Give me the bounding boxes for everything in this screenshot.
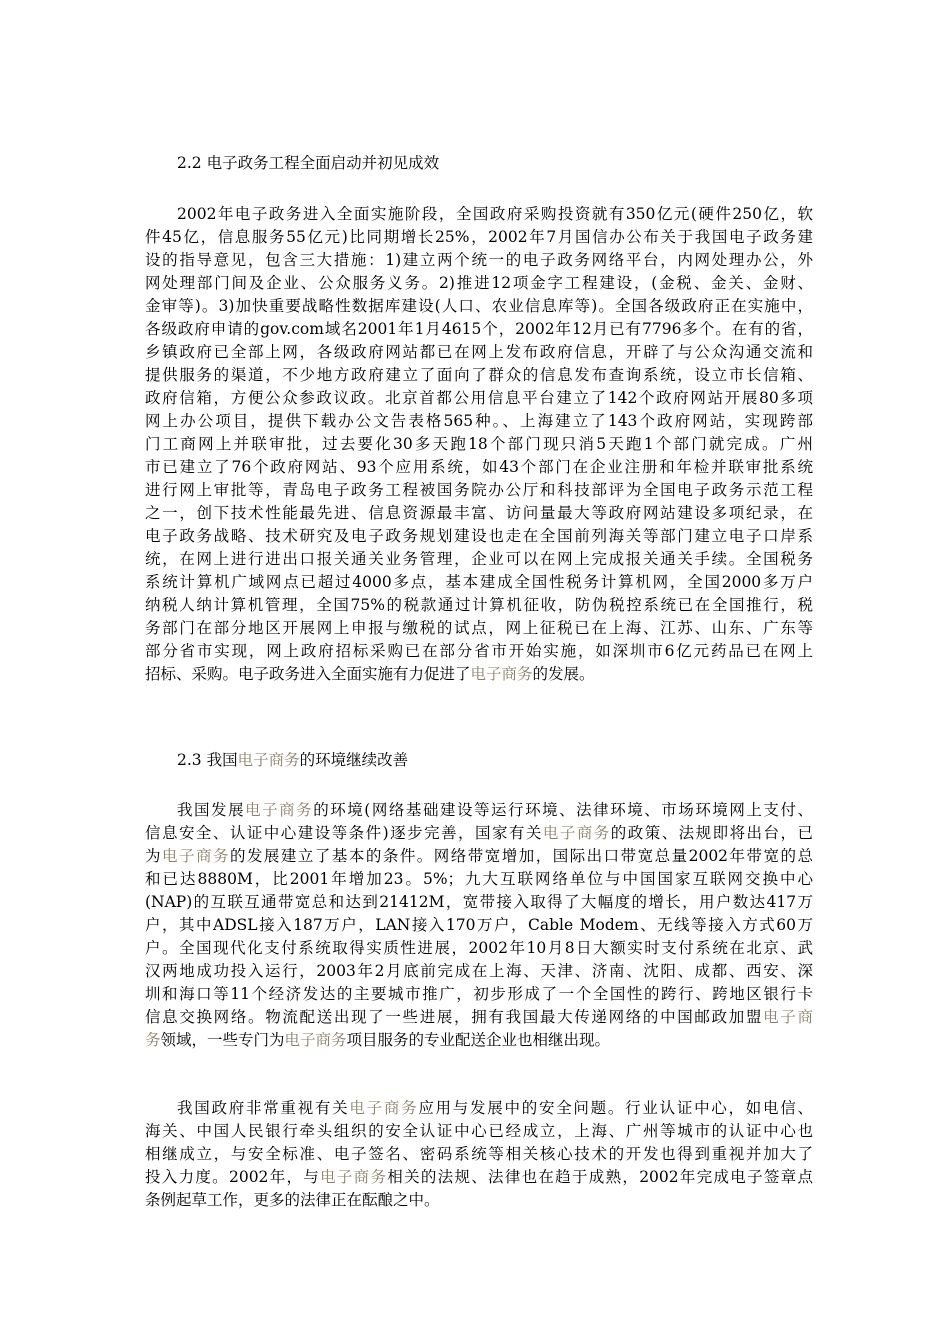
text-line: 圳和海口等11个经济发达的主要城市推广，初步形成了一个全国性的跨行、跨地区银行卡 [145,985,813,1003]
text-line: 政府信箱，方便公众参政议政。北京首都公用信息平台建立了142个政府网站开展80多项 [145,389,813,407]
text-line: 网处理部门间及企业、公众服务义务。2)推进12项金字工程建设，(金税、金关、金财、 [145,274,813,292]
text-run: 投入力度。2002年，与 [145,1168,321,1186]
text-line: 部分省市实现，网上政府招标采购已在部分省市开始实施，如深圳市6亿元药品已在网上 [145,642,813,660]
ecommerce-term: 电子商务 [320,1168,388,1186]
text-run: 相关的法规、法律也在趋于成熟，2002年完成电子签章点 [387,1168,813,1186]
text-run: 招标、采购。电子政务进入全面实施有力促进了 [145,665,471,683]
section-heading-2-2: 2.2 电子政务工程全面启动并初见成效 [177,154,440,172]
text-line: 件45亿，信息服务55亿元)比同期增长25%，2002年7月国信办公布关于我国电子政务建 [145,228,813,246]
ecommerce-term: 电子 [763,1008,798,1026]
paragraph-e-government [145,203,813,686]
text-line: 和已达8880M，比2001年增加23。5%；九大互联网络单位与中国国家互联网交换中心 [145,870,813,888]
text-line [145,845,813,868]
ecommerce-term: 电子商务 [349,1099,419,1117]
text-run: 我国发展 [177,801,246,819]
ecommerce-term: 电子商务 [245,801,314,819]
text-line [145,1029,813,1052]
text-line: 市已建立了76个政府网站、93个应用系统，如43个部门在企业注册和年检并联审批系统 [145,458,813,476]
text-line: 网上办公项目，提供下载办公文告表格565种。、上海建立了143个政府网站，实现跨部 [145,412,813,430]
text-line: 电子政务战略、技术研究及电子政务规划建设也走在全国前列海关等部门建立电子口岸系 [145,527,813,545]
text-line [145,663,813,686]
text-line: 门工商网上并联审批，过去要化30多天跑18个部门现只消5天跑1个部门就完成。广州 [145,435,813,453]
text-line: 提供服务的渠道，不少地方政府建立了面向了群众的信息发布查询系统，设立市长信箱、 [145,366,813,384]
paragraph-ecommerce-environment [145,799,813,1052]
text-line: 条例起草工作，更多的法律正在酝酿之中。 [145,1191,440,1209]
section-heading-2-3 [177,748,408,772]
text-run: 项目服务的专业配送企业也相继出现。 [346,1031,611,1049]
text-line: 各级政府申请的gov.com域名2001年1月4615个，2002年12月已有7796多个。在有的省， [145,320,813,338]
text-line [145,799,813,822]
ecommerce-term: 电子商务 [542,824,611,842]
text-line: 统，在网上进行进出口报关通关业务管理，企业可以在网上完成报关通关手续。全国税务 [145,550,813,568]
ecommerce-term: 商 [797,1008,813,1026]
text-line: 纳税人纳计算机管理，全国75%的税款通过计算机征收，防伪税控系统已在全国推行，税 [145,596,813,614]
text-line [145,1006,813,1029]
heading-text: 2.3 我国 [177,751,238,769]
text-run: 领域，一些专门为 [160,1031,285,1049]
text-run: 信息交换网络。物流配送出现了一些进展，拥有我国最大传递网络的中国邮政加盟 [145,1008,764,1026]
text-line: 之一，创下技术性能最先进、信息资源最丰富、访问量最大等政府网站建设多项纪录，在 [145,504,813,522]
text-line: 汉两地成功投入运行，2003年2月底前完成在上海、天津、济南、沈阳、成都、西安、深 [145,962,813,980]
text-run: 的发展建立了基本的条件。网络带宽增加，国际出口带宽总量2002年带宽的总 [229,847,813,865]
ecommerce-term: 电子商务 [470,665,533,683]
text-line: 相继成立，与安全标准、电子签名、密码系统等相关核心技术的开发也得到重视并加大了 [145,1145,813,1163]
text-line [145,1097,813,1120]
text-run: 的政策、法规即将出台，已 [610,824,813,842]
text-line: 2002年电子政务进入全面实施阶段，全国政府采购投资就有350亿元(硬件250亿，软 [177,205,813,223]
text-line: 设的指导意见，包含三大措施：1)建立两个统一的电子政务网络平台，内网处理办公，外 [145,251,813,269]
text-line [145,822,813,845]
text-line: 户，其中ADSL接入187万户，LAN接入170万户，Cable Modem、无线等接入方式60万 [145,916,813,934]
paragraph-security [145,1097,813,1212]
text-run: 我国政府非常重视有关 [177,1099,350,1117]
text-line: 进行网上审批等，青岛电子政务工程被国务院办公厅和科技部评为全国电子政务示范工程 [145,481,813,499]
text-line: 务部门在部分地区开展网上申报与缴税的试点，网上征税已在上海、江苏、山东、广东等 [145,619,813,637]
text-run: 应用与发展中的安全问题。行业认证中心，如电信、 [418,1099,813,1117]
ecommerce-term: 电子商务 [162,847,230,865]
text-line: 乡镇政府已全部上网，各级政府网站都已在网上发布政府信息，开辟了与公众沟通交流和 [145,343,813,361]
text-run: 的环境(网络基础建设等运行环境、法律环境、市场环境网上支付、 [313,801,813,819]
text-run: 为 [145,847,162,865]
text-run: 信息安全、认证中心建设等条件)逐步完善，国家有关 [145,824,543,842]
text-line: (NAP)的互联互通带宽总和达到21412M，宽带接入取得了大幅度的增长，用户数达417万 [145,893,813,911]
text-line: 金审等)。3)加快重要战略性数据库建设(人口、农业信息库等)。全国各级政府正在实施中， [145,297,813,315]
text-line [145,1166,813,1189]
text-line: 户。全国现代化支付系统取得实质性进展，2002年10月8日大额实时支付系统在北京、武 [145,939,813,957]
text-line: 系统计算机广域网点已超过4000多点，基本建成全国性税务计算机网，全国2000多万户 [145,573,813,591]
ecommerce-term: 务 [145,1031,161,1049]
ecommerce-term: 电子商务 [284,1031,347,1049]
text-run: 的发展。 [532,665,595,683]
text-line: 海关、中国人民银行牵头组织的安全认证中心已经成立，上海、广州等城市的认证中心也 [145,1122,813,1140]
ecommerce-term: 电子商务 [237,751,300,769]
heading-text: 的环境继续改善 [299,751,409,769]
